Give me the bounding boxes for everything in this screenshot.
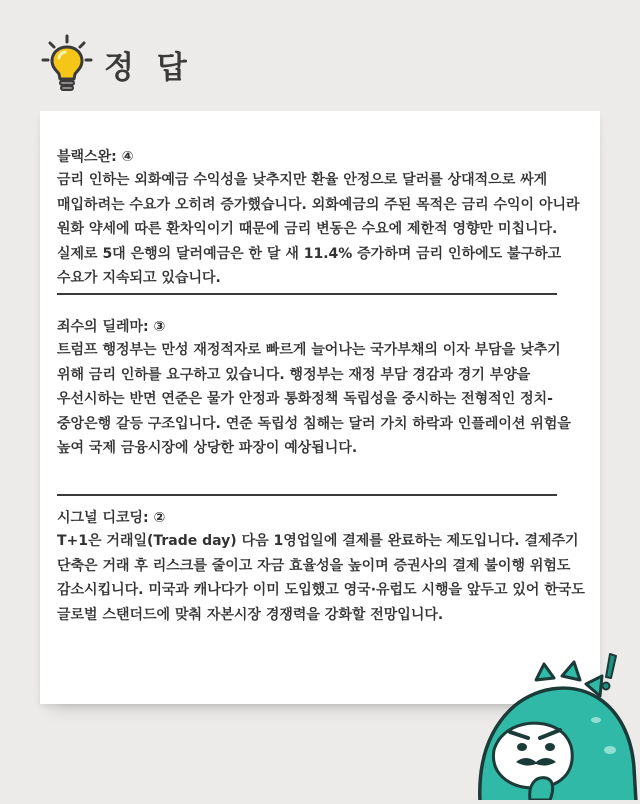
section-body: 트럼프 행정부는 만성 재정적자로 빠르게 늘어나는 국가부채의 이자 부담을 낮추기 위해 금리 인하를 요구하고 있습니다. 행정부는 재정 부담 경감과 경기 부양을 우선시하는 반면 연준은 물가 안정과 통화정책 독립성을 중시하는 전형적인 정치-중앙은행 갈등 구조입니다. 연준 독립성 침해는 달러 가치 하락과 인플레이션 위험을 높여 국제 금융시장에 상당한 파장이 예상됩니다. bbox=[57, 342, 571, 456]
divider bbox=[57, 293, 557, 295]
section-title: 블랙스완: ④ bbox=[57, 149, 134, 165]
mascot-illustration bbox=[470, 650, 640, 800]
answer-card bbox=[40, 111, 600, 704]
section-title: 죄수의 딜레마: ③ bbox=[57, 319, 166, 335]
answer-header bbox=[40, 36, 193, 92]
answer-section bbox=[57, 316, 585, 461]
section-title: 시그널 디코딩: ② bbox=[57, 510, 166, 526]
answer-section bbox=[57, 507, 585, 627]
page-title: 정 답 bbox=[104, 49, 193, 86]
lightbulb-icon bbox=[40, 34, 98, 94]
section-body: T+1은 거래일(Trade day) 다음 1영업일에 결제를 완료하는 제도입니다. 결제주기 단축은 거래 후 리스크를 줄이고 자금 효율성을 높이며 증권사의 결제 불이행 위험도 감소시킵니다. 미국과 캐나다가 이미 도입했고 영국·유럽도 시행을 앞두고 있어 한국도 글로벌 스탠더드에 맞춰 자본시장 경쟁력을 강화할 전망입니다. bbox=[57, 533, 585, 623]
divider bbox=[57, 494, 557, 496]
section-body: 금리 인하는 외화예금 수익성을 낮추지만 환율 안정으로 달러를 상대적으로 싸게 매입하려는 수요가 오히려 증가했습니다. 외화예금의 주된 목적은 금리 수익이 아니라 원화 약세에 따른 환차익이기 때문에 금리 변동은 수요에 제한적 영향만 미칩니다. 실제로 5대 은행의 달러예금은 한 달 새 11.4% 증가하며 금리 인하에도 불구하고 수요가 지속되고 있습니다. bbox=[57, 172, 580, 286]
answer-section bbox=[57, 146, 585, 291]
